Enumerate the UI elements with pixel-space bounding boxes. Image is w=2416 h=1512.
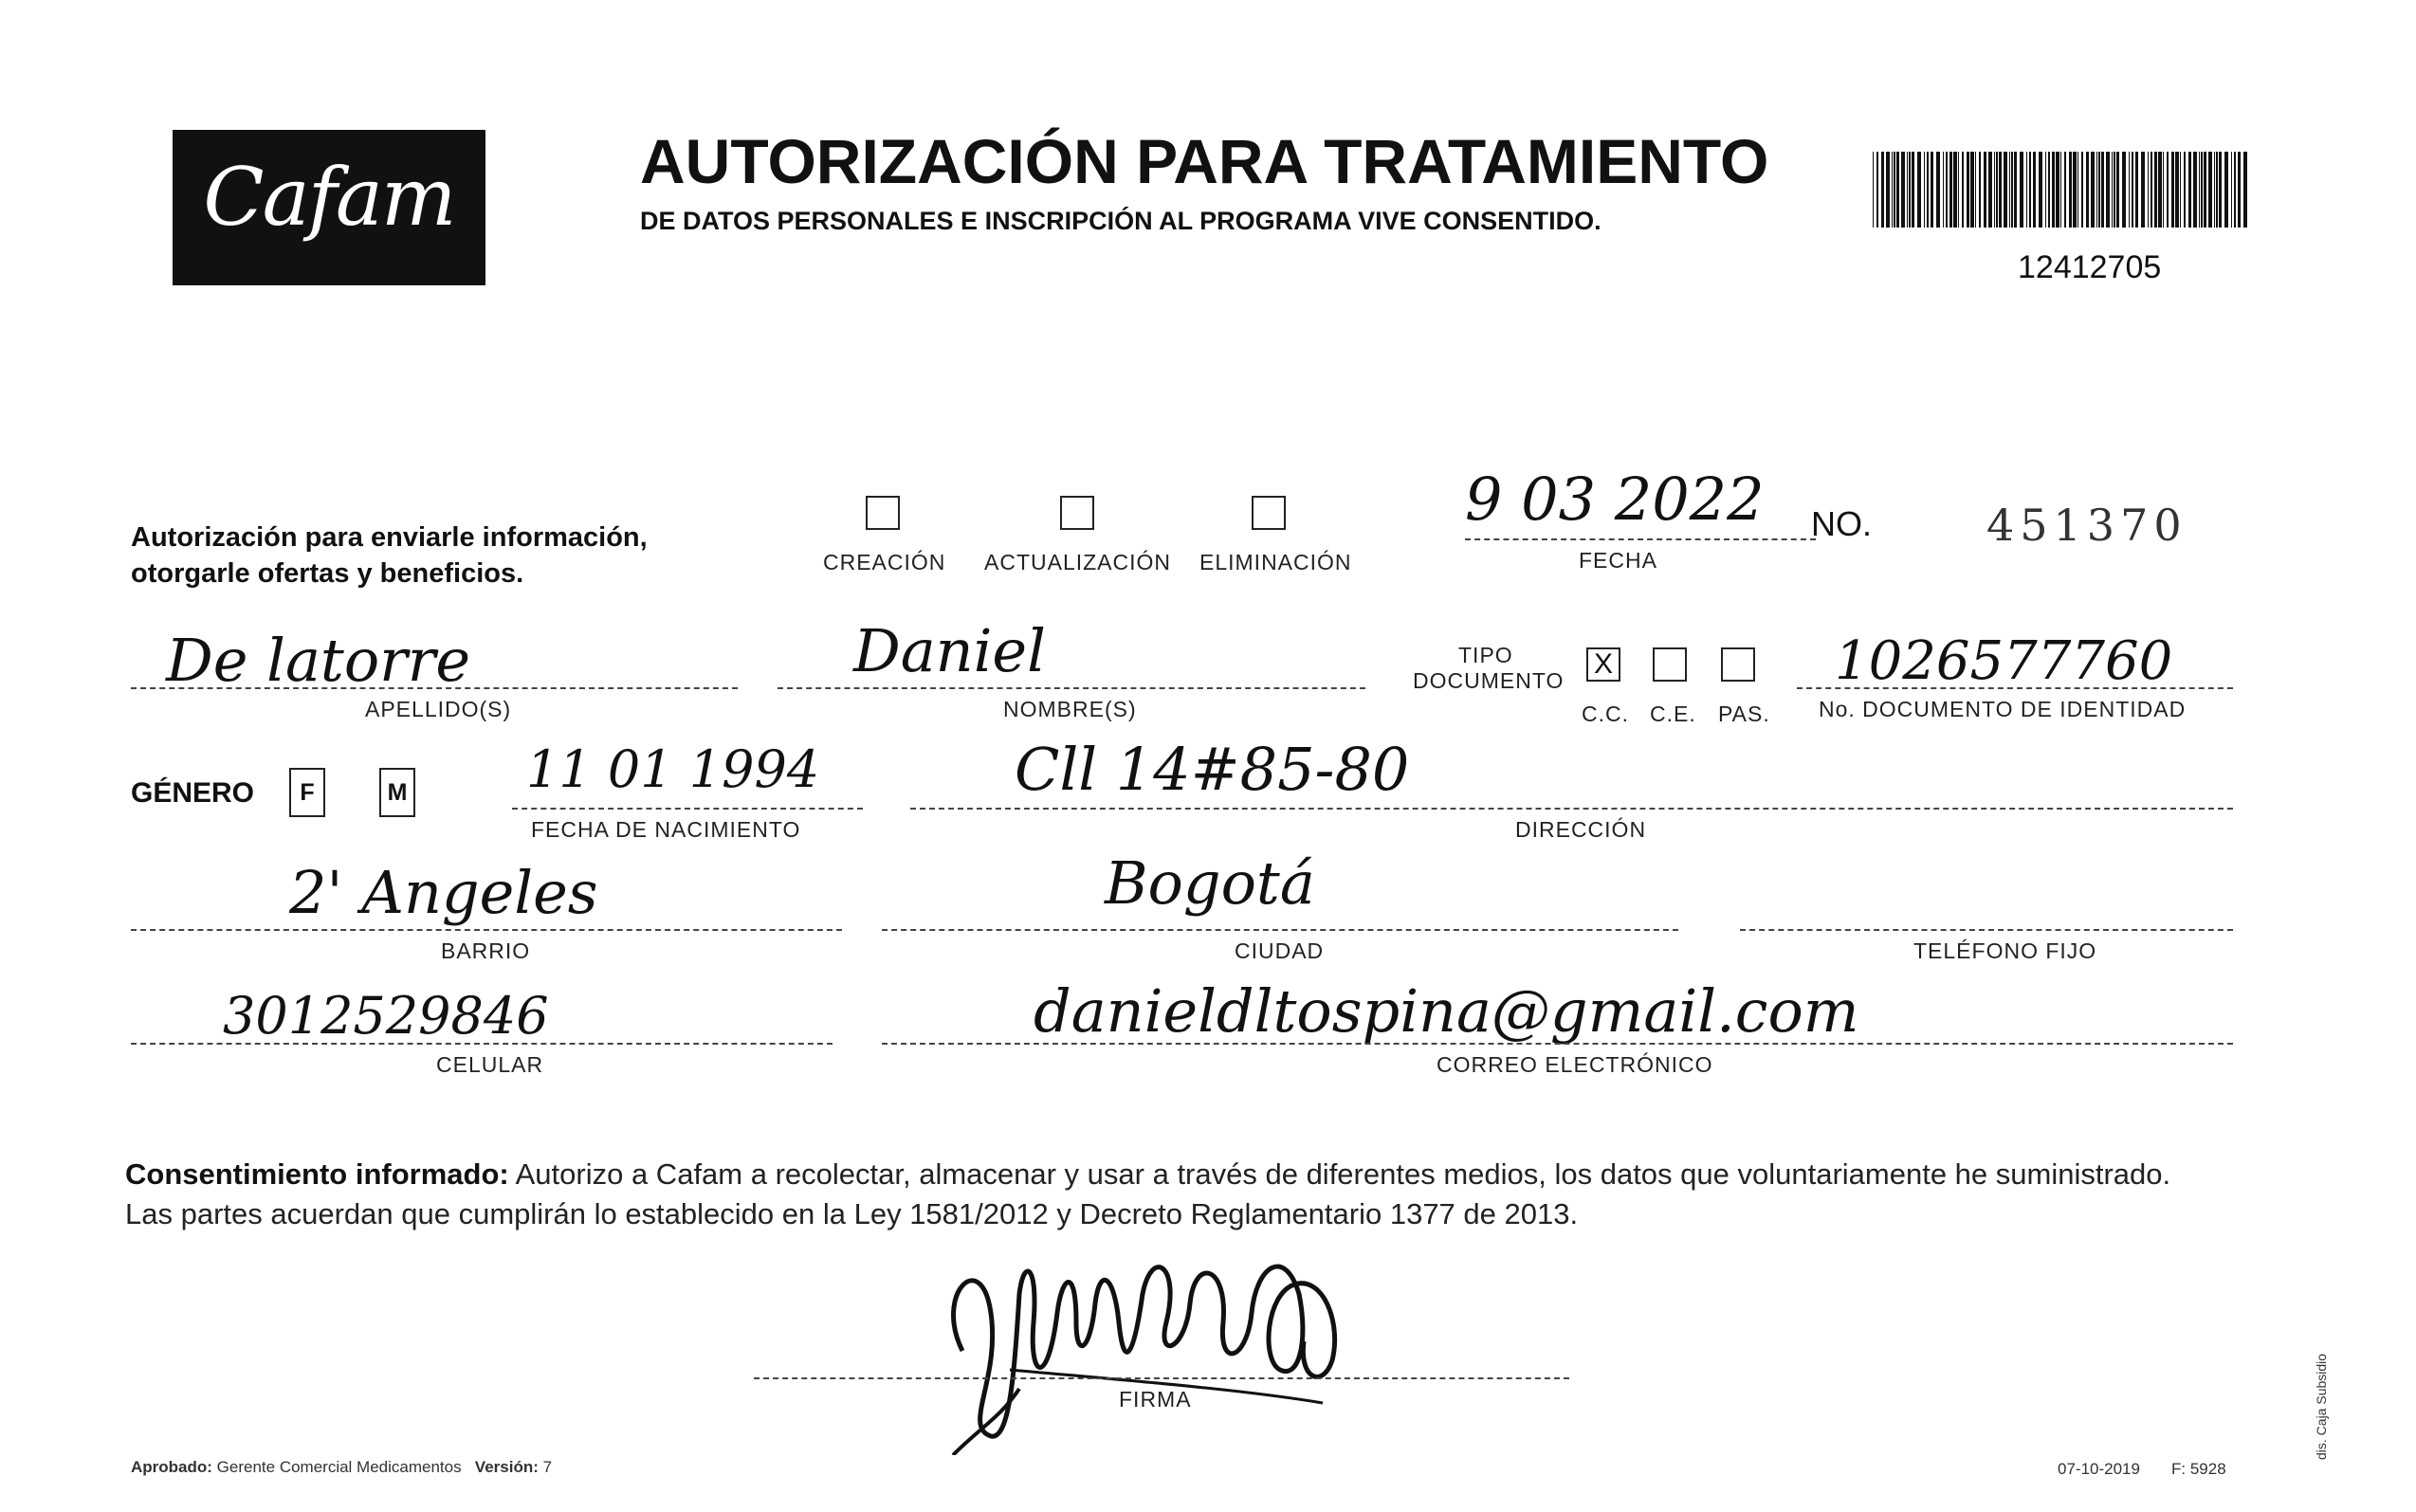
cc-checkbox[interactable]	[1586, 647, 1620, 682]
numero-value: 451370	[1986, 500, 2187, 551]
actualizacion-checkbox[interactable]	[1060, 496, 1094, 530]
footer-form-code: F: 5928	[2171, 1460, 2226, 1478]
fecha-line	[1465, 538, 1816, 540]
form-subtitle: DE DATOS PERSONALES E INSCRIPCIÓN AL PROGRAMA VIVE CONSENTIDO.	[640, 207, 1602, 235]
telefono-fijo-label: TELÉFONO FIJO	[1913, 938, 2097, 963]
form-title: AUTORIZACIÓN PARA TRATAMIENTO	[640, 126, 1769, 196]
logo-text: Cafam	[203, 151, 455, 244]
correo-line	[882, 1043, 2233, 1045]
telefono-fijo-line	[1740, 929, 2233, 931]
numero-documento-label: No. DOCUMENTO DE IDENTIDAD	[1819, 697, 2187, 721]
tipo-doc-label-1: TIPO	[1458, 643, 1513, 667]
eliminacion-label: ELIMINACIÓN	[1199, 550, 1352, 574]
correo-label: CORREO ELECTRÓNICO	[1437, 1052, 1713, 1077]
intro-line-1: Autorización para enviarle información,	[131, 522, 648, 553]
actualizacion-label: ACTUALIZACIÓN	[984, 550, 1172, 574]
cc-check-mark: X	[1593, 648, 1613, 680]
intro-text	[131, 519, 648, 592]
numero-label: NO.	[1811, 504, 1873, 543]
barrio-line	[131, 929, 842, 931]
apellidos-line	[131, 687, 738, 689]
ciudad-value[interactable]: Bogotá	[1105, 848, 1315, 918]
creacion-label: CREACIÓN	[823, 550, 946, 574]
eliminacion-checkbox[interactable]	[1252, 496, 1286, 530]
handwritten-signature	[924, 1237, 1399, 1455]
numero-documento-line	[1797, 687, 2233, 689]
firma-label: FIRMA	[1119, 1387, 1192, 1412]
correo-value[interactable]: danieldltospina@gmail.com	[1034, 976, 1859, 1046]
nombres-line	[778, 687, 1365, 689]
fecha-nacimiento-label: FECHA DE NACIMIENTO	[531, 817, 801, 842]
consent-lead: Consentimiento informado:	[125, 1157, 509, 1191]
fecha-nacimiento-value[interactable]: 11 01 1994	[526, 739, 820, 799]
ce-label: C.E.	[1650, 701, 1696, 726]
fecha-label: FECHA	[1579, 548, 1657, 573]
aprobado-value: Gerente Comercial Medicamentos	[216, 1458, 462, 1476]
pas-label: PAS.	[1718, 701, 1770, 726]
direccion-value[interactable]: Cll 14#85-80	[1015, 735, 1410, 804]
creacion-checkbox[interactable]	[866, 496, 900, 530]
numero-documento-value[interactable]: 1026577760	[1835, 630, 2173, 692]
cafam-logo	[173, 130, 485, 285]
fecha-nacimiento-line	[512, 808, 863, 810]
firma-line	[754, 1377, 1569, 1379]
fecha-value[interactable]: 9 03 2022	[1465, 465, 1765, 534]
direccion-line	[910, 808, 2233, 810]
consent-text: Autorizo a Cafam a recolectar, almacenar y usar a través de diferentes medios, los datos que voluntariamente he suministrado. Las partes acuerdan que cumplirán lo establecido en la Ley 1581/2012 y Decreto Reglamentario 1377 de 2013.	[125, 1157, 2171, 1230]
nombres-label: NOMBRE(S)	[1003, 697, 1137, 721]
genero-f-box[interactable]: F	[289, 768, 325, 817]
genero-label: GÉNERO	[131, 777, 255, 809]
genero-m-box[interactable]: M	[379, 768, 415, 817]
barrio-label: BARRIO	[441, 938, 531, 963]
celular-label: CELULAR	[436, 1052, 544, 1077]
ciudad-label: CIUDAD	[1235, 938, 1325, 963]
nombres-value[interactable]: Daniel	[853, 616, 1046, 685]
apellidos-value[interactable]: De latorre	[166, 626, 471, 695]
barcode-number: 12412705	[2018, 249, 2162, 285]
ciudad-line	[882, 929, 1678, 931]
tipo-doc-label-2: DOCUMENTO	[1413, 668, 1565, 693]
side-text-wrapper	[2314, 1270, 2342, 1460]
footer-date: 07-10-2019	[2058, 1460, 2140, 1478]
aprobado-label: Aprobado:	[131, 1458, 212, 1476]
celular-value[interactable]: 3012529846	[223, 986, 549, 1046]
direccion-label: DIRECCIÓN	[1515, 817, 1647, 842]
barrio-value[interactable]: 2' Angeles	[289, 858, 598, 927]
version-value: 7	[542, 1458, 553, 1476]
pas-checkbox[interactable]	[1721, 647, 1755, 682]
barcode	[1873, 152, 2252, 228]
footer-approval	[131, 1458, 552, 1477]
cc-label: C.C.	[1582, 701, 1629, 726]
ce-checkbox[interactable]	[1653, 647, 1687, 682]
version-label: Versión:	[474, 1458, 539, 1476]
intro-line-2: otorgarle ofertas y beneficios.	[131, 558, 524, 589]
apellidos-label: APELLIDO(S)	[365, 697, 512, 721]
consent-paragraph	[125, 1155, 2225, 1234]
celular-line	[131, 1043, 833, 1045]
side-text: dis. Caja Subsidio	[2314, 1353, 2329, 1460]
